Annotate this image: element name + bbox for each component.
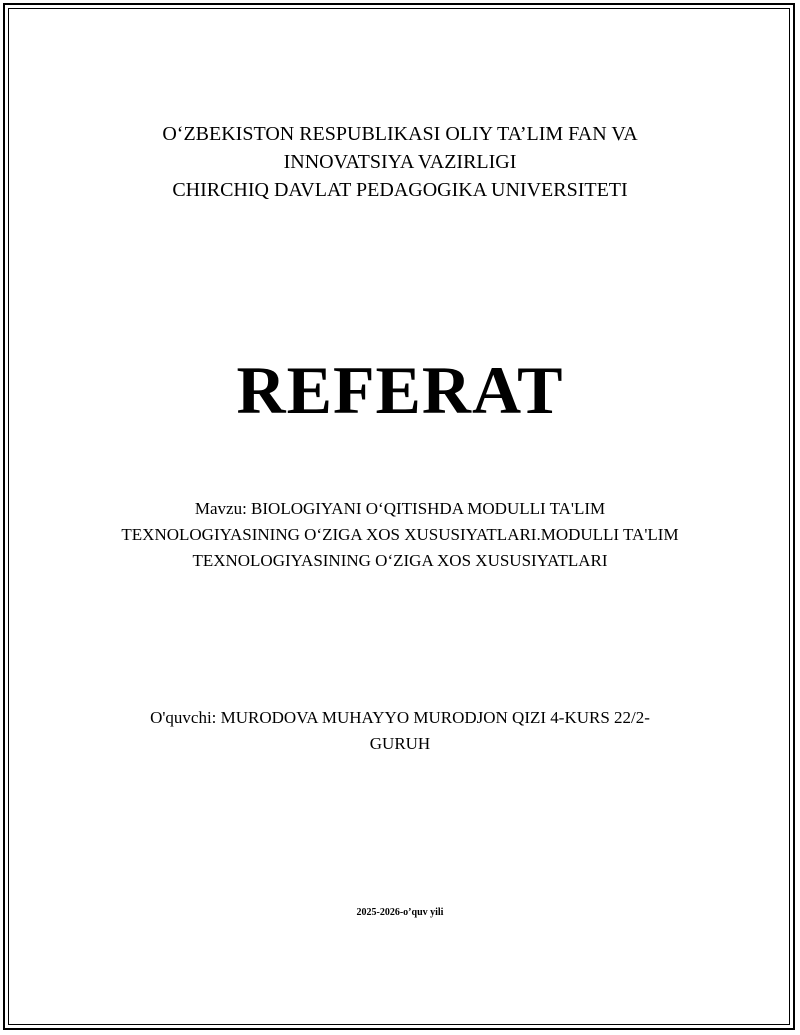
academic-year: 2025-2026-o’quv yili (356, 907, 444, 918)
topic-text: Mavzu: BIOLOGIYANI O‘QITISHDA MODULLI TA'LIM TEXNOLOGIYASINING O‘ZIGA XOS XUSUSIYATLARI.MODULLI TA'LIM TEXNOLOGIYASINING O‘ZIGA XOS XUSUSIYATLARI (121, 499, 679, 570)
header-line-1: O‘ZBEKISTON RESPUBLIKASI OLIY TA’LIM FAN VA (162, 123, 638, 145)
student-info: O'quvchi: MURODOVA MUHAYYO MURODJON QIZI 4-KURS 22/2-GURUH (150, 708, 650, 753)
header-line-3: CHIRCHIQ DAVLAT PEDAGOGIKA UNIVERSITETI (172, 179, 628, 201)
institution-header (0, 120, 800, 204)
header-line-2: INNOVATSIYA VAZIRLIGI (283, 151, 517, 173)
document-title: REFERAT (236, 352, 564, 428)
